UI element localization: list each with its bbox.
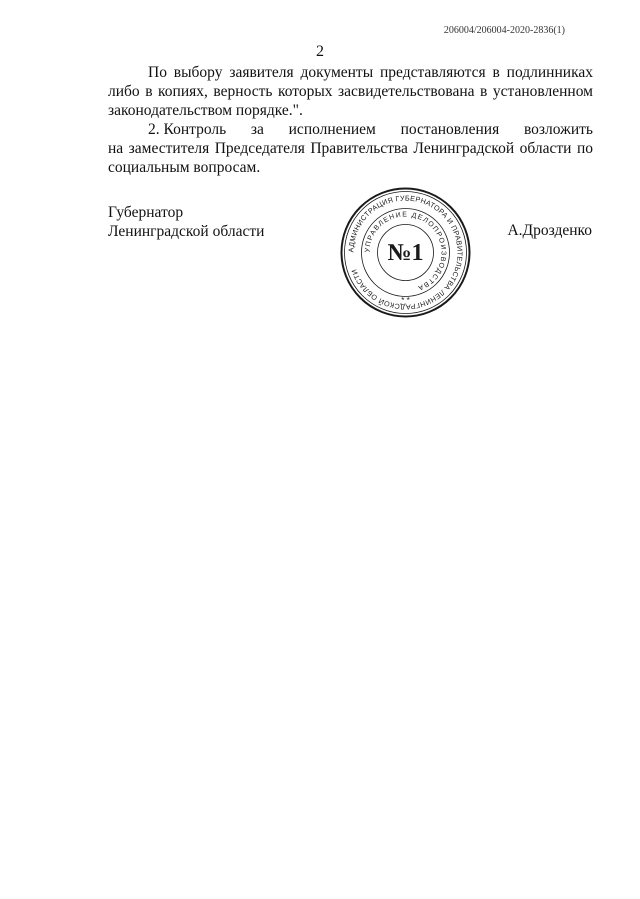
word: исполнением [288, 121, 376, 138]
signature-position-line2: Ленинградской области [108, 223, 265, 240]
word: возложить [523, 121, 593, 138]
word: 2. Контроль [148, 121, 227, 138]
signature-position-line1: Губернатор [108, 204, 184, 221]
seal-outer-text: АДМИНИСТРАЦИЯ ГУБЕРНАТОРА И ПРАВИТЕЛЬСТВА ЛЕНИНГРАДСКОЙ ОБЛАСТИ [346, 193, 465, 312]
seal-inner-text: УПРАВЛЕНИЕ ДЕЛОПРОИЗВОДСТВА [364, 211, 447, 292]
signatory-name: А.Дрозденко [507, 222, 592, 239]
paragraph-control-line1 [108, 120, 593, 139]
word: постановления [400, 121, 500, 138]
official-seal [338, 185, 473, 320]
seal-number: №1 [387, 240, 424, 266]
document-id: 206004/206004-2020-2836(1) [443, 25, 565, 36]
paragraph-documents: По выбору заявителя документы представляются в подлинниках либо в копиях, верность которых засвидетельствована в установленном законодательством порядке.". [108, 64, 593, 119]
page-number: 2 [316, 43, 324, 60]
document-body [108, 63, 593, 177]
signature-position [108, 203, 264, 241]
paragraph-control-rest: на заместителя Председателя Правительства Ленинградской области по социальным вопросам. [108, 140, 593, 176]
word: за [250, 121, 264, 138]
seal-star-icon: * * [401, 296, 410, 305]
